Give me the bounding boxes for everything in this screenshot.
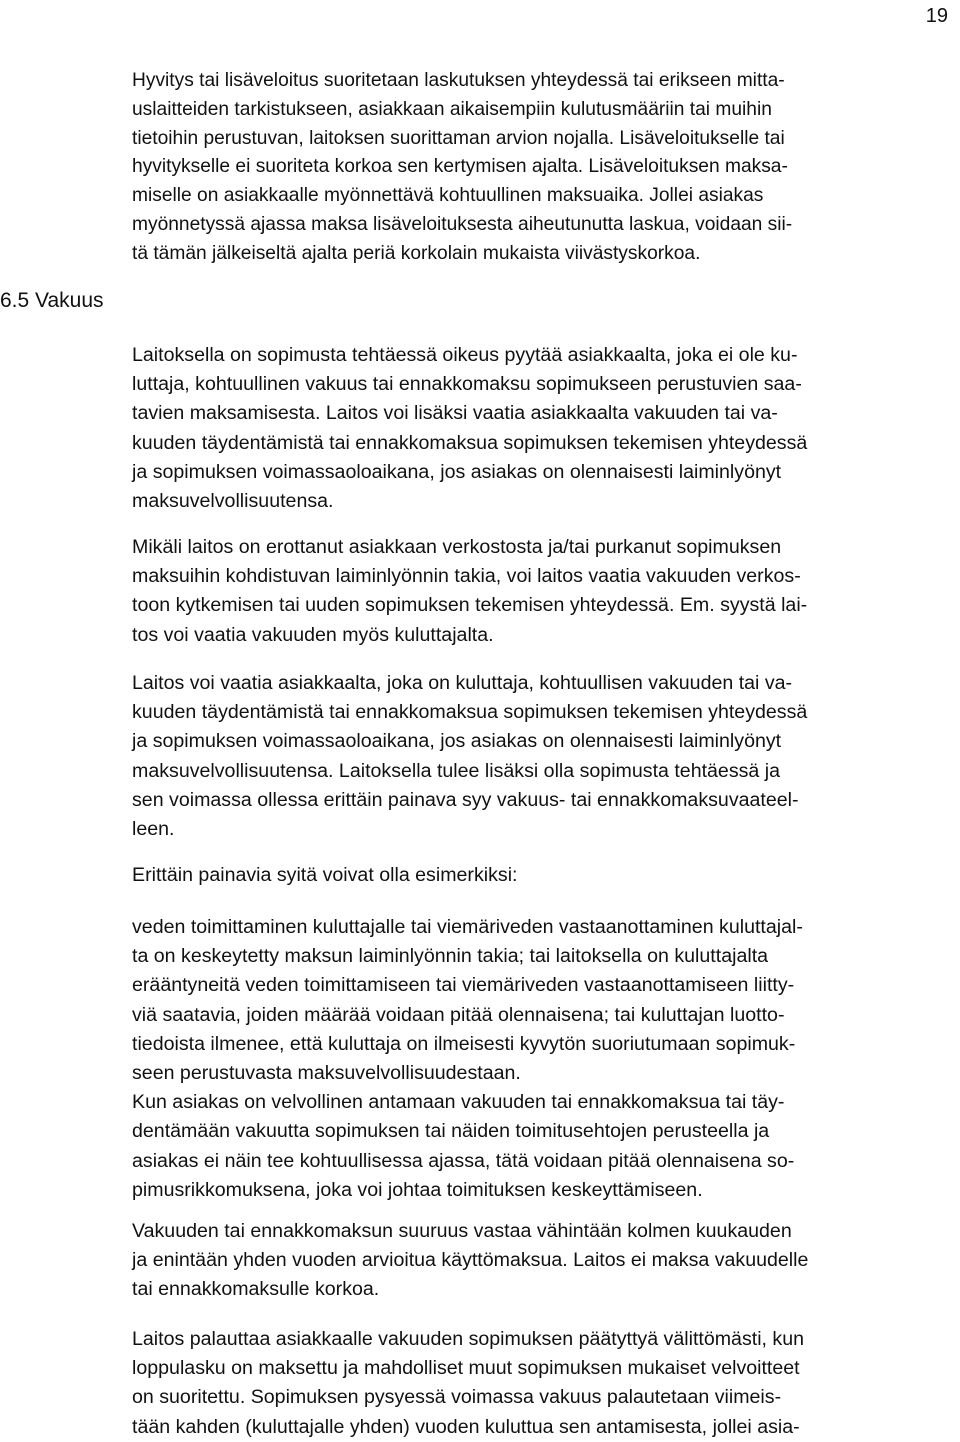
text-line: sen voimassa ollessa erittäin painava syy vakuus- tai ennakkomaksuvaateel-: [132, 788, 799, 811]
text-line: maksuvelvollisuutensa. Laitoksella tulee lisäksi olla sopimusta tehtäessä ja: [132, 759, 781, 782]
text-line: pimusrikkomuksena, joka voi johtaa toimituksen keskeyttämiseen.: [132, 1178, 703, 1201]
text-line: Mikäli laitos on erottanut asiakkaan verkostosta ja/tai purkanut sopimuksen: [132, 536, 782, 558]
text-line: seen perustuvasta maksuvelvollisuudestaan.: [132, 1062, 521, 1085]
text-line: tavien maksamisesta. Laitos voi lisäksi vaatia asiakkaalta vakuuden tai va-: [132, 402, 778, 425]
paragraph-consumer-security: [132, 669, 952, 844]
text-line: ja enintään yhden vuoden arvioitua käyttömaksua. Laitos ei maksa vakuudelle: [132, 1249, 809, 1272]
paragraph-security-amount: [132, 1217, 952, 1305]
page-number: 19: [925, 5, 948, 27]
text-line: tään kahden (kuluttajalle yhden) vuoden kuluttua sen antamisesta, jollei asia-: [132, 1415, 800, 1438]
text-line: erääntyneitä veden toimittamiseen tai viemäriveden vastaanottamiseen liitty-: [132, 974, 795, 997]
text-line: myönnetyssä ajassa maksa lisäveloituksesta aiheutunutta laskua, voidaan sii-: [132, 213, 793, 235]
text-line: Laitos palauttaa asiakkaalle vakuuden sopimuksen päätyttyä välittömästi, kun: [132, 1328, 805, 1350]
paragraph-security-return: [132, 1325, 952, 1442]
text-line: Laitos voi vaatia asiakkaalta, joka on kuluttaja, kohtuullisen vakuuden tai va-: [132, 672, 793, 694]
text-line: ja sopimuksen voimassaoloaikana, jos asiakas on olennaisesti laiminlyönyt: [132, 460, 782, 483]
text-line: kuuden täydentämistä tai ennakkomaksua sopimuksen tekemisen yhteydessä: [132, 701, 808, 724]
text-line: loppulasku on maksettu ja mahdolliset muut sopimuksen mukaiset velvoitteet: [132, 1357, 800, 1380]
text-line: hyvitykselle ei suoriteta korkoa sen kertymisen ajalta. Lisäveloituksen maksa-: [132, 156, 788, 178]
text-line: Hyvitys tai lisäveloitus suoritetaan laskutuksen yhteydessä tai erikseen mitta-: [132, 70, 785, 91]
paragraph-examples-heading: [132, 861, 952, 890]
text-line: ja sopimuksen voimassaoloaikana, jos asiakas on olennaisesti laiminlyönyt: [132, 730, 782, 753]
paragraph-disconnection: [132, 533, 952, 650]
text-line: maksuihin kohdistuvan laiminlyönnin takia, voi laitos vaatia vakuuden verkos-: [132, 565, 801, 588]
text-line: veden toimittaminen kuluttajalle tai viemäriveden vastaanottaminen kuluttajal-: [132, 916, 803, 938]
text-line: Vakuuden tai ennakkomaksun suuruus vastaa vähintään kolmen kuukauden: [132, 1220, 792, 1242]
section-heading: 6.5 Vakuus: [0, 289, 104, 312]
paragraph-security-right: [132, 341, 952, 516]
text-line: ta on keskeytetty maksun laiminlyönnin takia; tai laitoksella on kuluttajalta: [132, 945, 769, 968]
text-line: Erittäin painavia syitä voivat olla esimerkiksi:: [132, 864, 518, 886]
text-line: luttaja, kohtuullinen vakuus tai ennakkomaksu sopimukseen perustuvien saa-: [132, 373, 802, 396]
text-line: maksuvelvollisuutensa.: [132, 490, 334, 513]
text-line: Laitoksella on sopimusta tehtäessä oikeus pyytää asiakkaalta, joka ei ole ku-: [132, 344, 798, 366]
paragraph-examples: [132, 913, 952, 1205]
text-line: viä saatavia, joiden määrää voidaan pitää olennaisena; tai kuluttajan luotto-: [132, 1003, 785, 1026]
text-line: kuuden täydentämistä tai ennakkomaksua sopimuksen tekemisen yhteydessä: [132, 431, 808, 454]
text-line: tos voi vaatia vakuuden myös kuluttajalta.: [132, 623, 494, 646]
text-line: tiedoista ilmenee, että kuluttaja on ilmeisesti kyvytön suoriutumaan sopimuk-: [132, 1032, 796, 1055]
text-line: toon kytkemisen tai uuden sopimuksen tekemisen yhteydessä. Em. syystä lai-: [132, 594, 808, 617]
text-line: miselle on asiakkaalle myönnettävä kohtuullinen maksuaika. Jollei asiakas: [132, 185, 764, 207]
text-line: leen.: [132, 818, 175, 841]
text-line: tai ennakkomaksulle korkoa.: [132, 1278, 380, 1301]
text-line: asiakas ei näin tee kohtuullisessa ajassa, tätä voidaan pitää olennaisena so-: [132, 1149, 795, 1172]
text-line: dentämään vakuutta sopimuksen tai näiden toimitusehtojen perusteella ja: [132, 1120, 770, 1143]
text-line: tietoihin perustuvan, laitoksen suorittaman arvion nojalla. Lisäveloitukselle tai: [132, 127, 785, 149]
text-line: uslaitteiden tarkistukseen, asiakkaan aikaisempiin kulutusmääriin tai muihin: [132, 98, 772, 120]
paragraph-invoice-adjustment: [132, 67, 952, 269]
text-line: on suoritettu. Sopimuksen pysyessä voimassa vakuus palautetaan viimeis-: [132, 1386, 782, 1409]
text-line: tä tämän jälkeiseltä ajalta periä korkolain mukaista viivästyskorkoa.: [132, 242, 701, 264]
text-line: Kun asiakas on velvollinen antamaan vakuuden tai ennakkomaksua tai täy-: [132, 1091, 785, 1114]
